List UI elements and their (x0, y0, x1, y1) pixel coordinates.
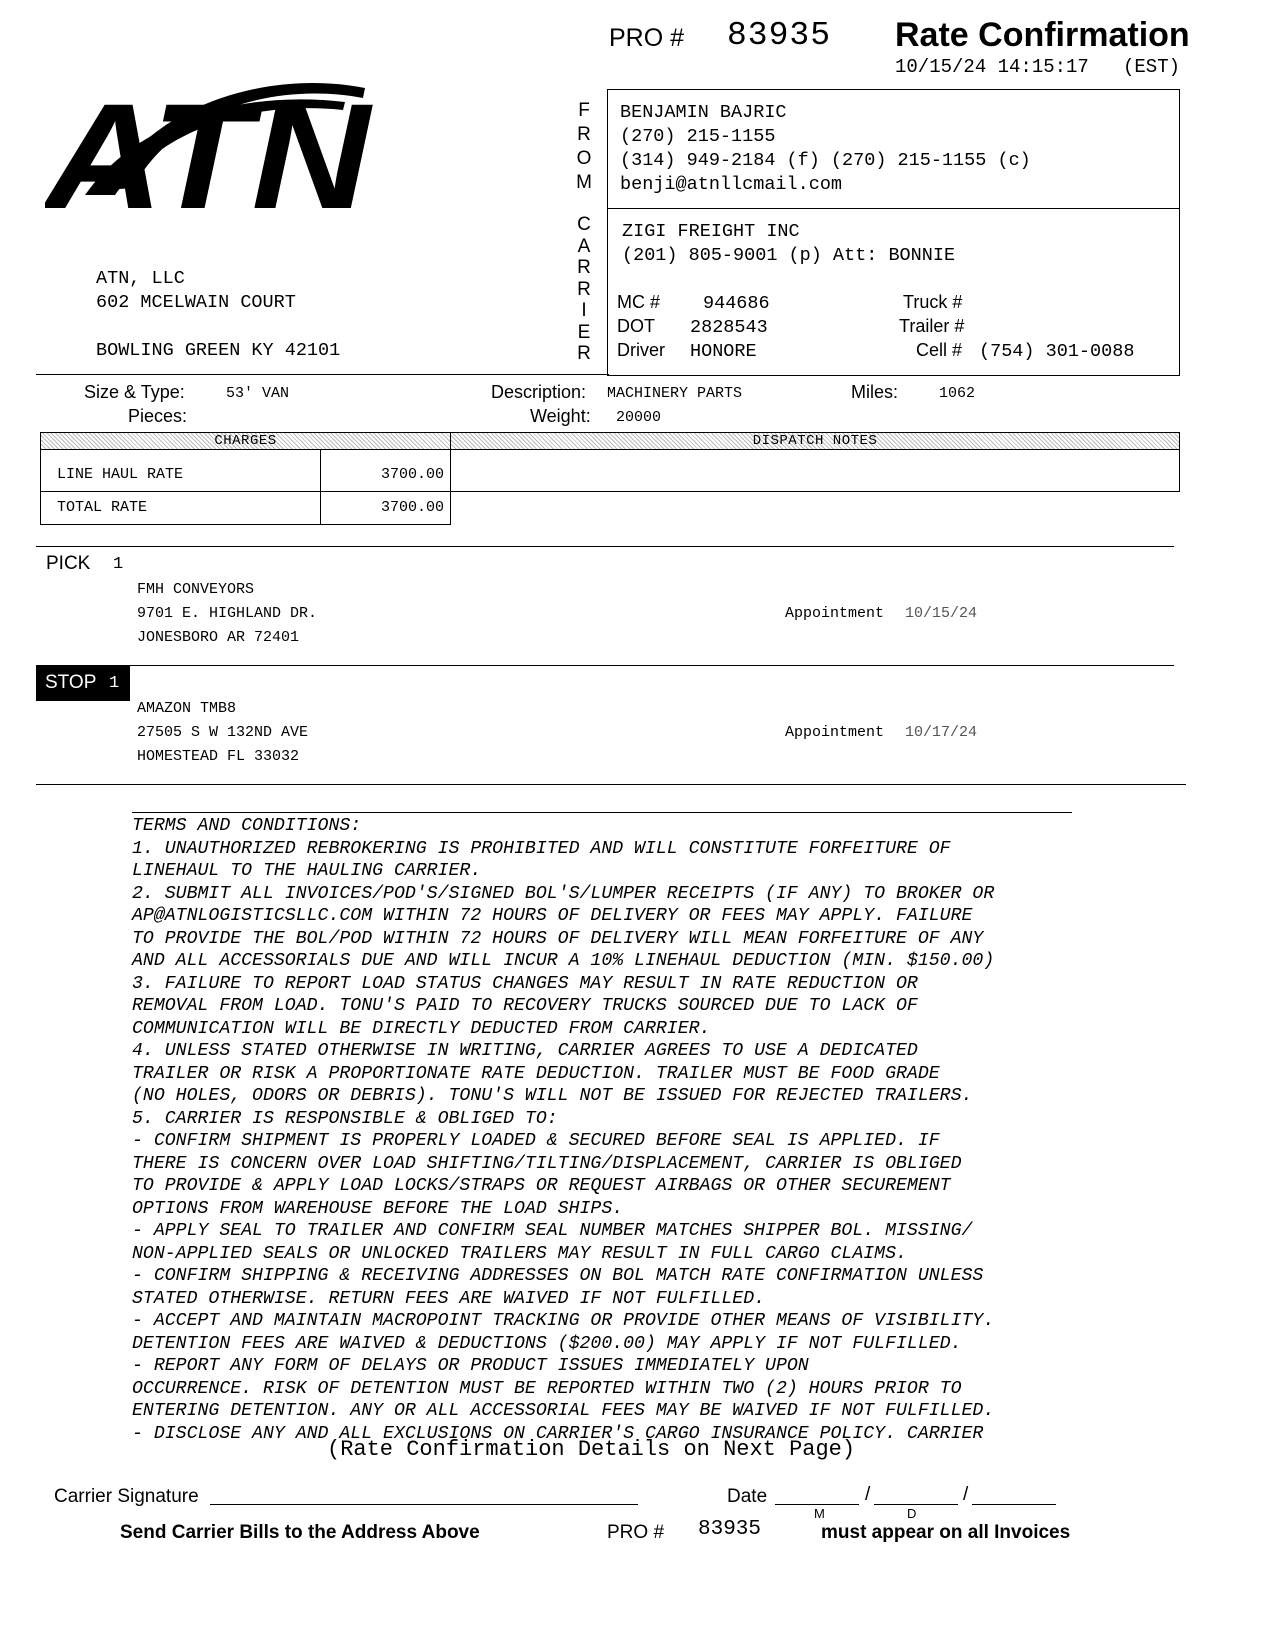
pick-appointment-date: 10/15/24 (905, 605, 978, 622)
terms-line: TERMS AND CONDITIONS: (132, 816, 362, 836)
timezone: (EST) (1123, 56, 1181, 78)
pick-address: 9701 E. HIGHLAND DR. (137, 605, 318, 622)
terms-line: ENTERING DETENTION. ANY OR ALL ACCESSORIAL FEES MAY BE WAIVED IF NOT FULFILLED. (132, 1401, 995, 1421)
carrier-side-label: C A R R I E R (577, 214, 591, 364)
terms-line: - CONFIRM SHIPMENT IS PROPERLY LOADED & SECURED BEFORE SEAL IS APPLIED. IF (132, 1131, 940, 1151)
terms-line: TO PROVIDE & APPLY LOAD LOCKS/STRAPS OR REQUEST AIRBAGS OR OTHER SECUREMENT (132, 1176, 951, 1196)
terms-line: - REPORT ANY FORM OF DELAYS OR PRODUCT ISSUES IMMEDIATELY UPON (132, 1356, 809, 1376)
dispatch-notes-header: DISPATCH NOTES (450, 432, 1180, 450)
date-year-field[interactable] (972, 1504, 1056, 1505)
broker-city-state-zip: BOWLING GREEN KY 42101 (96, 340, 341, 361)
terms-line: OCCURRENCE. RISK OF DETENTION MUST BE REPORTED WITHIN TWO (2) HOURS PRIOR TO (132, 1378, 962, 1399)
pro-label: PRO # (609, 24, 685, 52)
date-day-field[interactable] (874, 1504, 958, 1505)
terms-and-conditions (132, 815, 1132, 1445)
send-bills-note: Send Carrier Bills to the Address Above (120, 1522, 480, 1543)
stop-divider (36, 665, 1174, 666)
driver-label: Driver (617, 340, 665, 360)
date-month-field[interactable] (775, 1504, 859, 1505)
footer-pro-label: PRO # (607, 1522, 665, 1543)
terms-line: TRAILER OR RISK A PROPORTIONATE RATE DEDUCTION. TRAILER MUST BE FOOD GRADE (132, 1063, 940, 1084)
date-slash-1: / (865, 1484, 871, 1505)
terms-line: 1. UNAUTHORIZED REBROKERING IS PROHIBITED AND WILL CONSTITUTE FORFEITURE OF (132, 838, 951, 859)
from-email[interactable]: benji@atnllcmail.com (620, 174, 843, 195)
terms-line: AP@ATNLOGISTICSLLC.COM WITHIN 72 HOURS OF DELIVERY OR FEES MAY APPLY. FAILURE (132, 906, 973, 926)
broker-name: ATN, LLC (96, 268, 185, 289)
dot-label: DOT (617, 316, 655, 336)
signature-line[interactable] (210, 1504, 638, 1505)
terms-line: 3. FAILURE TO REPORT LOAD STATUS CHANGES MAY RESULT IN RATE REDUCTION OR (132, 973, 918, 994)
terms-line: - CONFIRM SHIPPING & RECEIVING ADDRESSES ON BOL MATCH RATE CONFIRMATION UNLESS (132, 1266, 984, 1286)
charge-amount-total: 3700.00 (380, 499, 444, 516)
terms-line: TO PROVIDE THE BOL/POD WITHIN 72 HOURS OF DELIVERY WILL MEAN FORFEITURE OF ANY (132, 928, 984, 949)
pick-label: PICK (46, 553, 91, 574)
trailer-label: Trailer # (899, 316, 965, 336)
must-appear-note: must appear on all Invoices (821, 1522, 1071, 1543)
terms-line: THERE IS CONCERN OVER LOAD SHIFTING/TILTING/DISPLACEMENT, CARRIER IS OBLIGED (132, 1153, 962, 1174)
footer-pro-number: 83935 (698, 1518, 762, 1541)
miles-value: 1062 (939, 385, 976, 402)
pieces-label: Pieces: (128, 406, 188, 426)
charge-amount-line-haul: 3700.00 (380, 466, 444, 483)
terms-line: - DISCLOSE ANY AND ALL EXCLUSIONS ON CARRIER'S CARGO INSURANCE POLICY. CARRIER (132, 1423, 984, 1444)
date-label: Date (727, 1486, 768, 1507)
atn-logo (45, 60, 375, 215)
from-side-label: F R O M (576, 100, 592, 193)
signature-label: Carrier Signature (54, 1486, 199, 1507)
from-carrier-divider (607, 208, 1180, 209)
terms-line: REMOVAL FROM LOAD. TONU'S PAID TO RECOVERY TRUCKS SOURCED DUE TO LACK OF (132, 996, 918, 1016)
pick-divider (36, 546, 1174, 547)
pro-number: 83935 (727, 17, 832, 54)
pick-name: FMH CONVEYORS (137, 581, 255, 598)
mc-label: MC # (617, 292, 661, 312)
header-divider (36, 374, 609, 375)
broker-address: 602 MCELWAIN COURT (96, 292, 296, 313)
stop-name: AMAZON TMB8 (137, 700, 237, 717)
cell-label: Cell # (916, 340, 963, 360)
date-month-hint: M (814, 1506, 825, 1521)
stop-appointment-date: 10/17/24 (905, 724, 978, 741)
terms-line: 4. UNLESS STATED OTHERWISE IN WRITING, CARRIER AGREES TO USE A DEDICATED (132, 1041, 918, 1061)
terms-line: DETENTION FEES ARE WAIVED & DEDUCTIONS ($200.00) MAY APPLY IF NOT FULFILLED. (132, 1333, 962, 1354)
driver-name: HONORE (690, 341, 757, 362)
pick-city-state-zip: JONESBORO AR 72401 (137, 629, 300, 646)
terms-line: - ACCEPT AND MAINTAIN MACROPOINT TRACKING OR PROVIDE OTHER MEANS OF VISIBILITY. (132, 1311, 995, 1331)
timestamp: 10/15/24 14:15:17 (895, 56, 1089, 78)
charges-column-divider (320, 449, 321, 525)
terms-line: COMMUNICATION WILL BE DIRECTLY DEDUCTED FROM CARRIER. (132, 1018, 711, 1039)
terms-line: (NO HOLES, ODORS OR DEBRIS). TONU'S WILL NOT BE ISSUED FOR REJECTED TRAILERS. (132, 1086, 973, 1106)
size-type-label: Size & Type: (84, 382, 185, 402)
carrier-phone-line: (201) 805-9001 (p) Att: BONNIE (622, 245, 956, 266)
terms-line: LINEHAUL TO THE HAULING CARRIER. (132, 861, 482, 881)
terms-line: 2. SUBMIT ALL INVOICES/POD'S/SIGNED BOL'S/LUMPER RECEIPTS (IF ANY) TO BROKER OR (132, 883, 995, 904)
size-type-value: 53' VAN (226, 385, 290, 402)
stops-end-divider (36, 784, 1186, 785)
logo-text: ATN (45, 72, 373, 215)
stop-appointment-label: Appointment (785, 724, 885, 741)
terms-top-rule (132, 812, 1072, 813)
terms-line: AND ALL ACCESSORIALS DUE AND WILL INCUR A 10% LINEHAUL DEDUCTION (MIN. $150.00) (132, 951, 995, 971)
description-value: MACHINERY PARTS (607, 385, 743, 402)
next-page-note: (Rate Confirmation Details on Next Page) (327, 1437, 856, 1462)
carrier-name: ZIGI FREIGHT INC (622, 221, 800, 242)
charge-label-line-haul: LINE HAUL RATE (57, 466, 184, 483)
mc-number: 944686 (703, 293, 770, 314)
stop-address: 27505 S W 132ND AVE (137, 724, 309, 741)
from-contact-name: BENJAMIN BAJRIC (620, 102, 787, 123)
dispatch-notes-body (450, 449, 1180, 492)
truck-label: Truck # (903, 292, 963, 312)
terms-line: 5. CARRIER IS RESPONSIBLE & OBLIGED TO: (132, 1108, 558, 1129)
pick-appointment-label: Appointment (785, 605, 885, 622)
date-slash-2: / (963, 1484, 969, 1505)
charges-row-divider (40, 491, 451, 492)
terms-line: STATED OTHERWISE. RETURN FEES ARE WAIVED IF NOT FULFILLED. (132, 1288, 766, 1309)
terms-line: NON-APPLIED SEALS OR UNLOCKED TRAILERS MAY RESULT IN FULL CARGO CLAIMS. (132, 1243, 907, 1264)
stop-city-state-zip: HOMESTEAD FL 33032 (137, 748, 300, 765)
terms-line: OPTIONS FROM WAREHOUSE BEFORE THE LOAD SHIPS. (132, 1198, 624, 1219)
from-phone: (270) 215-1155 (620, 126, 776, 147)
date-day-hint: D (907, 1506, 917, 1521)
charges-header: CHARGES (40, 432, 451, 450)
dot-number: 2828543 (690, 317, 768, 338)
description-label: Description: (491, 382, 587, 402)
charge-label-total: TOTAL RATE (57, 499, 148, 516)
stop-number: 1 (109, 674, 120, 693)
cell-number: (754) 301-0088 (979, 341, 1135, 362)
pick-number: 1 (113, 555, 124, 574)
weight-label: Weight: (530, 406, 591, 426)
from-phones-extra: (314) 949-2184 (f) (270) 215-1155 (c) (620, 150, 1031, 171)
terms-line: - APPLY SEAL TO TRAILER AND CONFIRM SEAL NUMBER MATCHES SHIPPER BOL. MISSING/ (132, 1221, 973, 1241)
document-title: Rate Confirmation (895, 16, 1190, 54)
weight-value: 20000 (616, 409, 662, 426)
miles-label: Miles: (851, 382, 899, 402)
stop-label: STOP (45, 672, 97, 693)
